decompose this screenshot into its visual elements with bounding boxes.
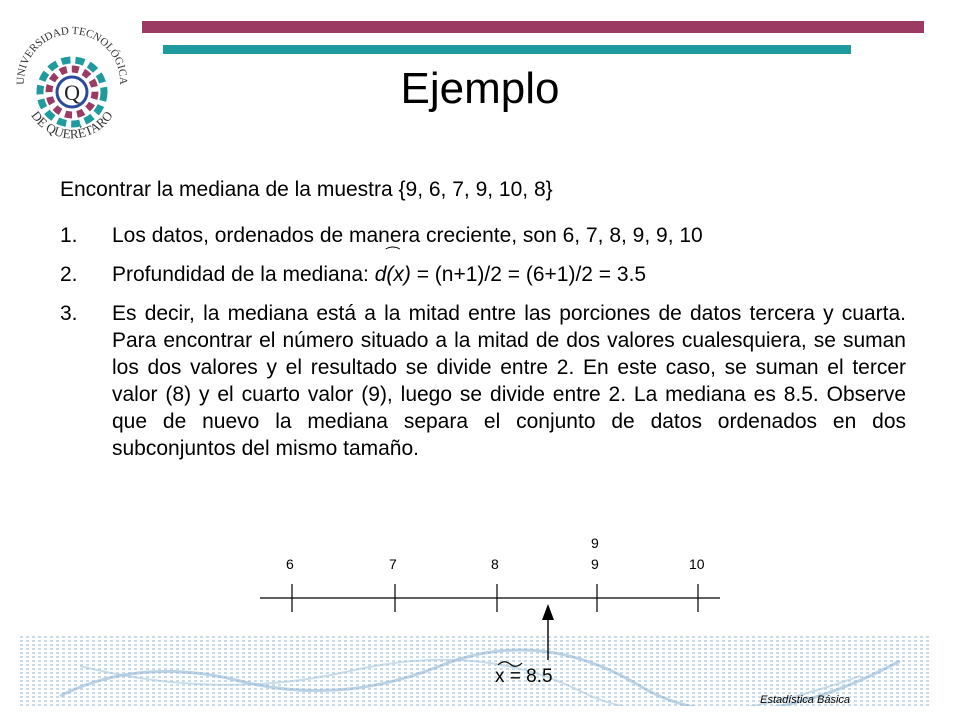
header-bar-bottom — [163, 45, 851, 54]
steps-list — [60, 222, 906, 474]
step-number: 3. — [60, 302, 78, 325]
step-number: 1. — [60, 224, 78, 247]
intro-text: Encontrar la mediana de la muestra {9, 6, 7, 9, 10, 8} — [60, 178, 553, 201]
median-label: x = 8.5 — [495, 666, 553, 687]
step-item — [60, 300, 906, 462]
median-depth-symbol: d(x) ⁀ — [374, 248, 411, 286]
step-item — [60, 222, 906, 249]
step-text: Los datos, ordenados de manera creciente, son 6, 7, 8, 9, 9, 10 — [112, 224, 703, 247]
logo-letter: Q — [64, 80, 80, 105]
step-item — [60, 248, 906, 288]
step-text-pre: Profundidad de la mediana: — [112, 263, 375, 286]
logo-text-top: UNIVERSIDAD TECNOLÓGICA — [14, 24, 130, 85]
tick-label: 8 — [491, 556, 499, 572]
tick-label: 10 — [689, 556, 705, 572]
step-text-post: = (n+1)/2 = (6+1)/2 = 3.5 — [410, 263, 647, 286]
header-bar-top — [142, 21, 924, 33]
tick-label-stacked: 9 — [591, 535, 599, 551]
logo-text-bottom: DE QUERÉTARO — [28, 108, 116, 142]
tick-label: 9 — [591, 556, 599, 572]
tilde-mark-icon: ⁀ — [386, 248, 400, 265]
median-arrow-icon — [542, 604, 554, 620]
tick-label: 6 — [286, 556, 294, 572]
slide-title: Ejemplo — [400, 64, 560, 113]
footnote: Estadística Básica — [760, 694, 850, 706]
step-text: Es decir, la mediana está a la mitad entre las porciones de datos tercera y cuarta. Para encontrar el número situado a la mitad de dos valores cualesquiera, se suman los dos valores y el resultado se divide entre 2. En este caso, se suman el tercer valor (8) y el cuarto valor (9), luego se divide entre 2. La mediana es 8.5. Observe que de nuevo la mediana separa el conjunto de datos ordenados en dos subconjuntos del mismo tamaño. — [112, 302, 906, 460]
tick-label: 7 — [389, 556, 397, 572]
step-text — [112, 248, 906, 288]
step-number: 2. — [60, 263, 78, 286]
